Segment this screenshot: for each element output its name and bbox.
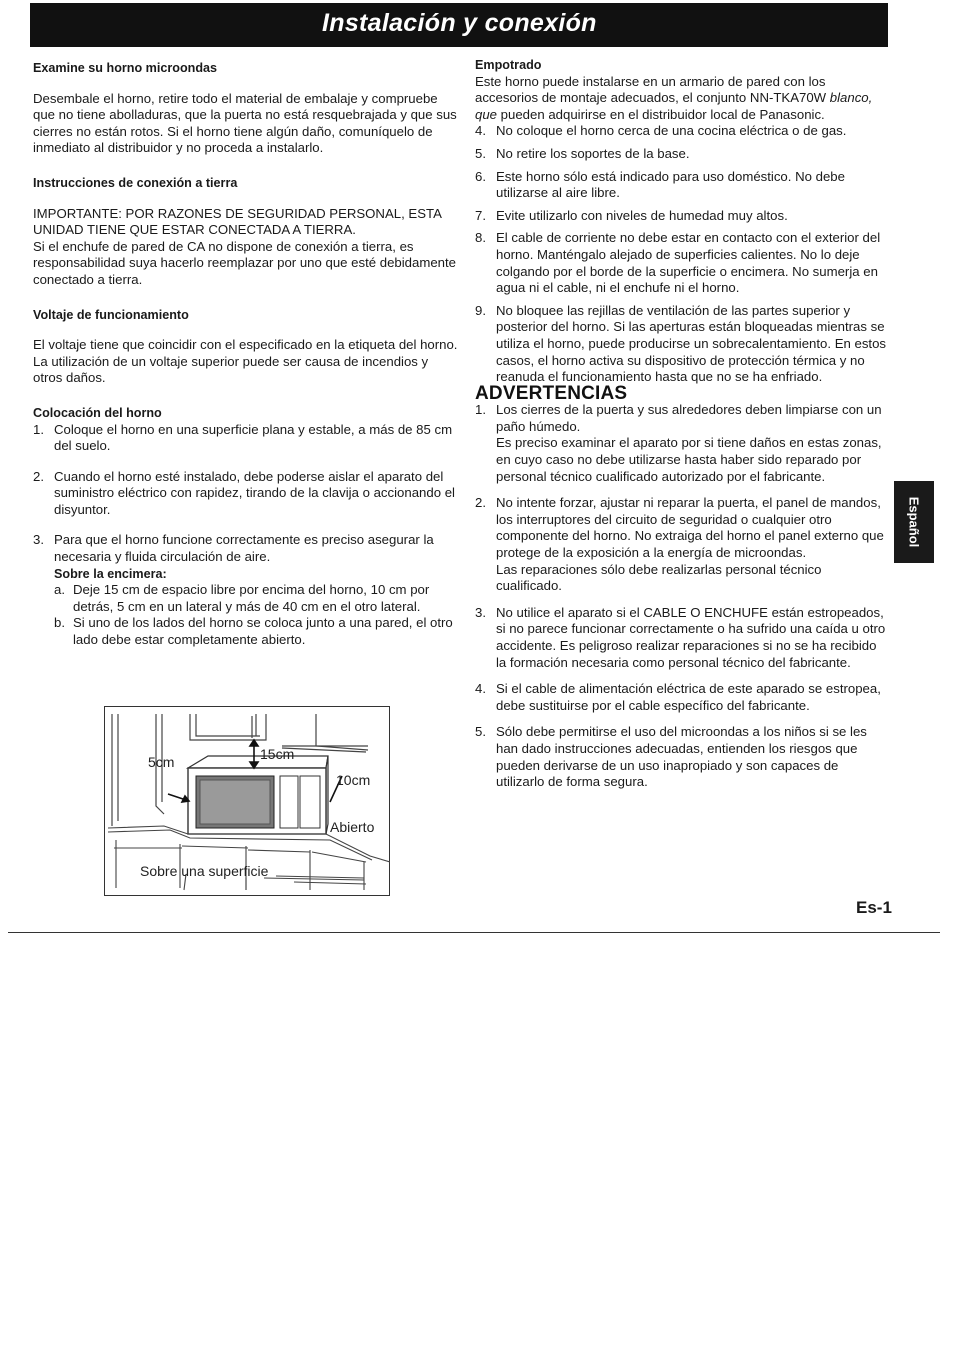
item-number: 4. bbox=[475, 123, 486, 139]
item-number: 9. bbox=[475, 302, 486, 318]
voltage-paragraph: El voltaje tiene que coincidir con el especificado en la etiqueta del horno. La utilización de un voltaje superior puede ser causa de incendios y otros daños. bbox=[33, 337, 458, 386]
title-bar bbox=[30, 3, 888, 47]
list-item bbox=[475, 230, 887, 296]
countertop bbox=[108, 826, 390, 890]
list-item bbox=[475, 724, 887, 790]
microwave-body bbox=[188, 756, 328, 834]
examine-paragraph: Desembale el horno, retire todo el material de embalaje y compruebe que no tiene abolladuras, que la puerta no está resquebrajada y que sus cierres no están rotos. Si el horno tiene algún daño, comuníquelo de inmediato al distribuidor y no proceda a instalarlo. bbox=[33, 90, 457, 156]
builtin-paragraph bbox=[475, 74, 887, 124]
page-number: Es-1 bbox=[856, 898, 892, 917]
voltage-heading: Voltaje de funcionamiento bbox=[33, 307, 189, 322]
label-surface: Sobre una superficie bbox=[140, 863, 269, 879]
list-item bbox=[33, 532, 458, 565]
label-15cm: 15cm bbox=[260, 746, 295, 762]
list-item bbox=[475, 169, 887, 202]
item-text: Este horno sólo está indicado para uso doméstico. No debe utilizarse al aire libre. bbox=[496, 168, 845, 201]
item-letter: a. bbox=[54, 582, 65, 598]
label-10cm: 10cm bbox=[336, 772, 371, 788]
item-number: 1. bbox=[33, 421, 44, 437]
builtin-heading: Empotrado bbox=[475, 58, 542, 72]
language-tab bbox=[894, 481, 934, 563]
item-text: No bloquee las rejillas de ventilación de las partes superior y posterior del horno. Si las aperturas están bloqueadas mientras se utiliza el horno, puede producirse un sobrecalentamiento. En estos casos, el horno activa su dispositivo de protección térmica y no reanuda el funcionamiento hasta que no se ha enfriado. bbox=[496, 302, 887, 385]
item-text: Si uno de los lados del horno se coloca junto a una pared, el otro lado debe estar completamente abierto. bbox=[73, 615, 453, 648]
warnings-list bbox=[475, 402, 887, 790]
counter-list bbox=[33, 582, 458, 648]
left-column bbox=[33, 60, 458, 649]
item-number: 6. bbox=[475, 168, 486, 184]
item-text: No intente forzar, ajustar ni reparar la puerta, el panel de mandos, los interruptores del circuito de seguridad o cualquier otro componente del horno. No extraiga del horno el panel externo que protege de la exposición a la energía de microondas. bbox=[496, 495, 884, 561]
language-tab-label: Español bbox=[906, 496, 922, 548]
footer-divider bbox=[8, 932, 940, 933]
list-item bbox=[475, 681, 887, 714]
item-text: Los cierres de la puerta y sus alrededores deben limpiarse con un paño húmedo. bbox=[496, 402, 882, 434]
item-number: 3. bbox=[33, 532, 44, 548]
item-number: 8. bbox=[475, 230, 486, 246]
right-column bbox=[475, 57, 887, 791]
warnings-heading: ADVERTENCIAS bbox=[475, 382, 628, 404]
list-item bbox=[33, 469, 458, 519]
item-number: 2. bbox=[475, 495, 486, 511]
list-item bbox=[475, 605, 887, 671]
list-item bbox=[475, 146, 887, 163]
item-text: Sólo debe permitirse el uso del microondas a los niños si se les han dado instrucciones adecuadas, entienden los riesgos que pueden derivarse de un uso inapropiado y son capaces de utilizarlo de forma segura. bbox=[496, 724, 867, 790]
item-text: Deje 15 cm de espacio libre por encima del horno, 10 cm por detrás, 5 cm en un lateral y más de 40 cm en el otro lateral. bbox=[73, 582, 430, 614]
item-text: Cuando el horno esté instalado, debe poderse aislar el aparato del suministro eléctrico con rapidez, tirando de la clavija o accionando el disyuntor. bbox=[54, 468, 455, 517]
installation-figure bbox=[104, 706, 390, 896]
list-item bbox=[475, 208, 887, 225]
label-5cm: 5cm bbox=[148, 754, 175, 770]
item-text: No coloque el horno cerca de una cocina eléctrica o de gas. bbox=[496, 123, 847, 139]
item-text: No retire los soportes de la base. bbox=[496, 145, 690, 161]
item-text: Coloque el horno en una superficie plana y estable, a más de 85 cm del suelo. bbox=[54, 421, 453, 454]
item-text: No utilice el aparato si el CABLE O ENCHUFE están estropeados, si no parece funcionar correctamente o ha sufrido una caída u otro accidente. Es peligroso realizar reparaciones si no se ha recibido la formación necesaria como personal técnico del fabricante. bbox=[496, 604, 886, 670]
item-text-continued: Es preciso examinar el aparato por si tiene daños en estas zonas, en cuyo caso no debe utilizarse hasta haber sido reparado por personal técnico cualificado autorizado por el fabricante. bbox=[496, 435, 882, 484]
builtin-text-c: pueden adquirirse en el distribuidor local de Panasonic. bbox=[497, 106, 825, 122]
counter-heading: Sobre la encimera: bbox=[54, 566, 167, 581]
label-abierto: Abierto bbox=[330, 819, 375, 835]
item-number: 2. bbox=[33, 468, 44, 484]
item-letter: b. bbox=[54, 615, 65, 631]
item-number: 4. bbox=[475, 681, 486, 697]
list-item bbox=[475, 123, 887, 140]
item-text: Para que el horno funcione correctamente es preciso asegurar la necesaria y fluida circulación de aire. bbox=[54, 532, 434, 565]
placement-heading: Colocación del horno bbox=[33, 405, 162, 420]
ground-important: IMPORTANTE: POR RAZONES DE SEGURIDAD PERSONAL, ESTA UNIDAD TIENE QUE ESTAR CONECTADA A TIERRA. bbox=[33, 205, 442, 238]
list-item bbox=[475, 402, 887, 485]
item-number: 5. bbox=[475, 145, 486, 161]
list-item bbox=[54, 615, 458, 648]
builtin-text-a: Este horno puede instalarse en un armario de pared con los accesorios de montaje adecuados, el conjunto NN-TKA70W bbox=[475, 73, 830, 106]
placement-list bbox=[33, 422, 458, 566]
item-text-continued: Las reparaciones sólo debe realizarlas personal técnico cualificado. bbox=[496, 561, 822, 594]
item-number: 3. bbox=[475, 604, 486, 620]
list-item bbox=[33, 422, 458, 455]
precautions-list bbox=[475, 123, 887, 385]
item-text: Si el cable de alimentación eléctrica de este aparado se estropea, debe sustituirse por el cable específico del fabricante. bbox=[496, 681, 881, 713]
examine-heading: Examine su horno microondas bbox=[33, 61, 218, 75]
item-text: El cable de corriente no debe estar en contacto con el exterior del horno. Manténgalo alejado de superficies calientes. No lo deje colgando por el borde de la superficie o encimera. No sumerja en agua ni el cable, ni el enchufe ni el horno. bbox=[496, 230, 881, 296]
item-number: 1. bbox=[475, 402, 486, 418]
ground-heading: Instrucciones de conexión a tierra bbox=[33, 175, 238, 190]
builtin-text-italic: blanco, que bbox=[475, 90, 873, 122]
list-item bbox=[475, 303, 887, 386]
ground-paragraph: Si el enchufe de pared de CA no dispone de conexión a tierra, es responsabilidad suya hacerlo reemplazar por uno que esté debidamente conectado a tierra. bbox=[33, 238, 457, 287]
list-item bbox=[475, 495, 887, 595]
page-title: Instalación y conexión bbox=[322, 9, 597, 37]
item-text: Evite utilizarlo con niveles de humedad muy altos. bbox=[496, 207, 788, 223]
item-number: 7. bbox=[475, 207, 486, 223]
list-item bbox=[54, 582, 458, 615]
item-number: 5. bbox=[475, 724, 486, 740]
